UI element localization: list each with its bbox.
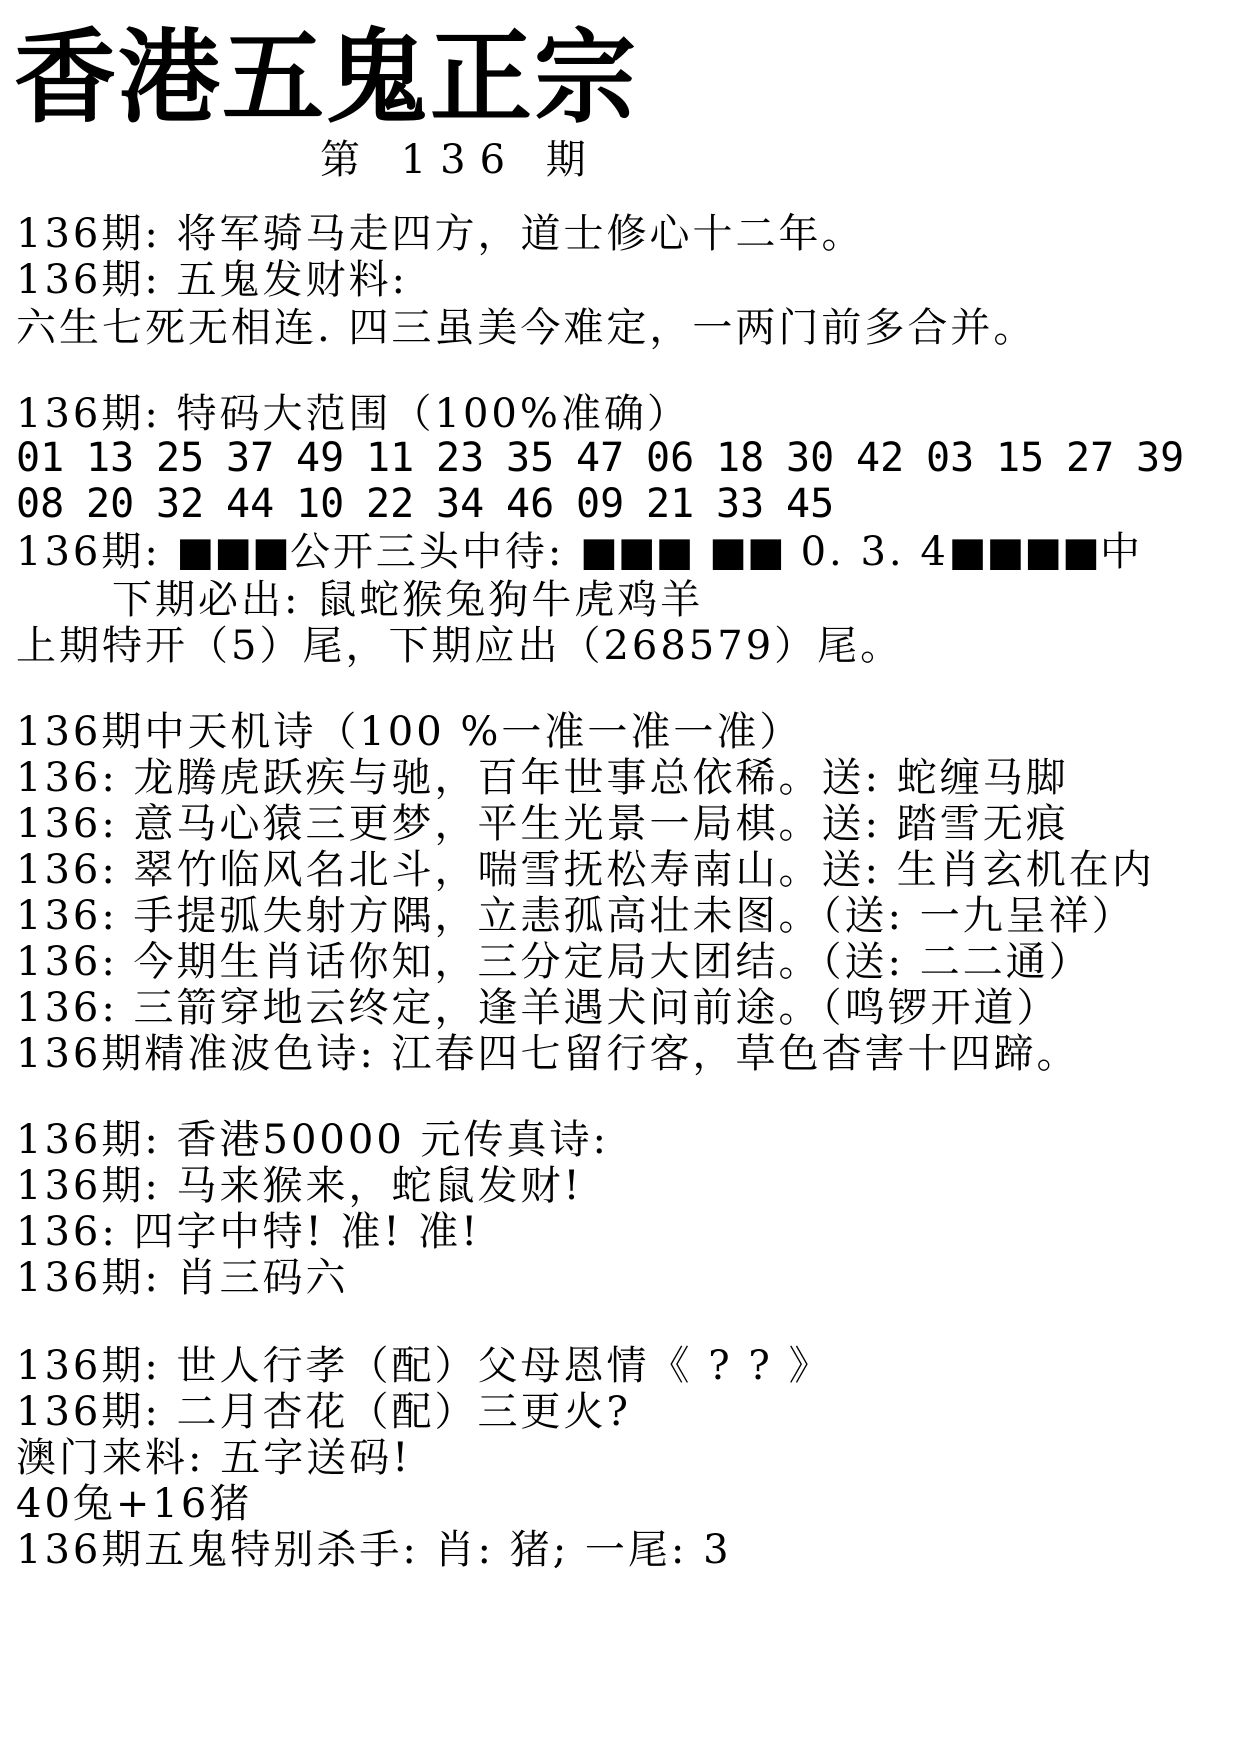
text-line: 下期必出: 鼠蛇猴兔狗牛虎鸡羊	[112, 577, 704, 623]
text-line: 136: 四字中特! 准! 准!	[16, 1209, 481, 1255]
text-line: 上期特开（5）尾，下期应出（268579）尾。	[16, 623, 904, 669]
number-cell: 13	[86, 435, 135, 481]
text-line: 136期: 香港50000 元传真诗:	[16, 1117, 609, 1163]
number-cell: 46	[506, 481, 555, 527]
number-cell: 21	[646, 481, 695, 527]
line-prefix: 136期:	[16, 529, 161, 575]
number-cell: 45	[786, 481, 835, 527]
number-cell: 39	[1136, 435, 1185, 481]
text-line: 136: 今期生肖话你知，三分定局大团结。（送: 二二通）	[16, 939, 1092, 985]
number-cell: 09	[576, 481, 625, 527]
number-cell: 47	[576, 435, 625, 481]
text-line: 136期: 特码大范围（100%准确）	[16, 391, 690, 437]
number-cell: 35	[506, 435, 555, 481]
number-cell: 18	[716, 435, 765, 481]
text-line: 澳门来料: 五字送码!	[16, 1435, 412, 1481]
number-cell: 37	[226, 435, 275, 481]
number-cell: 08	[16, 481, 65, 527]
page-title: 香港五鬼正宗	[14, 18, 638, 138]
number-cell: 32	[156, 481, 205, 527]
number-cell: 20	[86, 481, 135, 527]
text-line: 136期: 将军骑马走四方，道士修心十二年。	[16, 211, 865, 257]
text-line: 136: 三箭穿地云终定，逢羊遇犬问前途。（鸣锣开道）	[16, 985, 1060, 1031]
number-cell: 01	[16, 435, 65, 481]
number-cell: 27	[1066, 435, 1115, 481]
redaction-mark: ■■	[709, 529, 785, 575]
text-line: 136: 龙腾虎跃疾与驰，百年世事总依稀。送: 蛇缠马脚	[16, 755, 1069, 801]
text-line: 136期五鬼特别杀手: 肖: 猪; 一尾: 3	[16, 1527, 732, 1573]
text-line: 40兔+16猪	[16, 1481, 253, 1527]
text-line: 136期: 肖三码六	[16, 1255, 349, 1301]
text-line-redacted	[16, 528, 1143, 576]
number-cell: 44	[226, 481, 275, 527]
number-cell: 11	[366, 435, 415, 481]
number-cell: 23	[436, 435, 485, 481]
text-line: 136期: 二月杏花（配）三更火?	[16, 1389, 631, 1435]
line-middle: 公开三头中待:	[289, 529, 565, 575]
number-cell: 25	[156, 435, 205, 481]
number-cell: 03	[926, 435, 975, 481]
number-row-2	[16, 480, 856, 528]
text-line: 136期: 马来猴来，蛇鼠发财!	[16, 1163, 583, 1209]
number-cell: 06	[646, 435, 695, 481]
number-cell: 34	[436, 481, 485, 527]
number-cell: 15	[996, 435, 1045, 481]
number-cell: 10	[296, 481, 345, 527]
text-line: 136期: 五鬼发财料:	[16, 257, 409, 303]
text-line: 136期: 世人行孝（配）父母恩情《 ? ? 》	[16, 1343, 832, 1389]
redaction-mark: ■■■■	[948, 529, 1100, 575]
text-line: 136期精准波色诗: 江春四七留行客，草色杳害十四蹄。	[16, 1031, 1080, 1077]
number-cell: 49	[296, 435, 345, 481]
line-tail: 中	[1099, 529, 1143, 575]
issue-number: 第 136 期	[320, 137, 600, 183]
line-digits: 0. 3. 4	[800, 529, 949, 575]
number-cell: 42	[856, 435, 905, 481]
redaction-mark: ■■■	[176, 529, 290, 575]
number-row-1	[16, 434, 1206, 482]
number-cell: 30	[786, 435, 835, 481]
text-line: 六生七死无相连. 四三虽美今难定，一两门前多合并。	[16, 305, 1037, 351]
redaction-mark: ■■■	[580, 529, 694, 575]
text-line: 136期中天机诗（100 %一准一准一准）	[16, 709, 803, 755]
text-line: 136: 意马心猿三更梦，平生光景一局棋。送: 踏雪无痕	[16, 801, 1069, 847]
number-cell: 33	[716, 481, 765, 527]
text-line: 136: 手提弧失射方隅，立恚孤高壮未图。（送: 一九呈祥）	[16, 893, 1135, 939]
text-line: 136: 翠竹临风名北斗，喘雪抚松寿南山。送: 生肖玄机在内	[16, 847, 1155, 893]
number-cell: 22	[366, 481, 415, 527]
